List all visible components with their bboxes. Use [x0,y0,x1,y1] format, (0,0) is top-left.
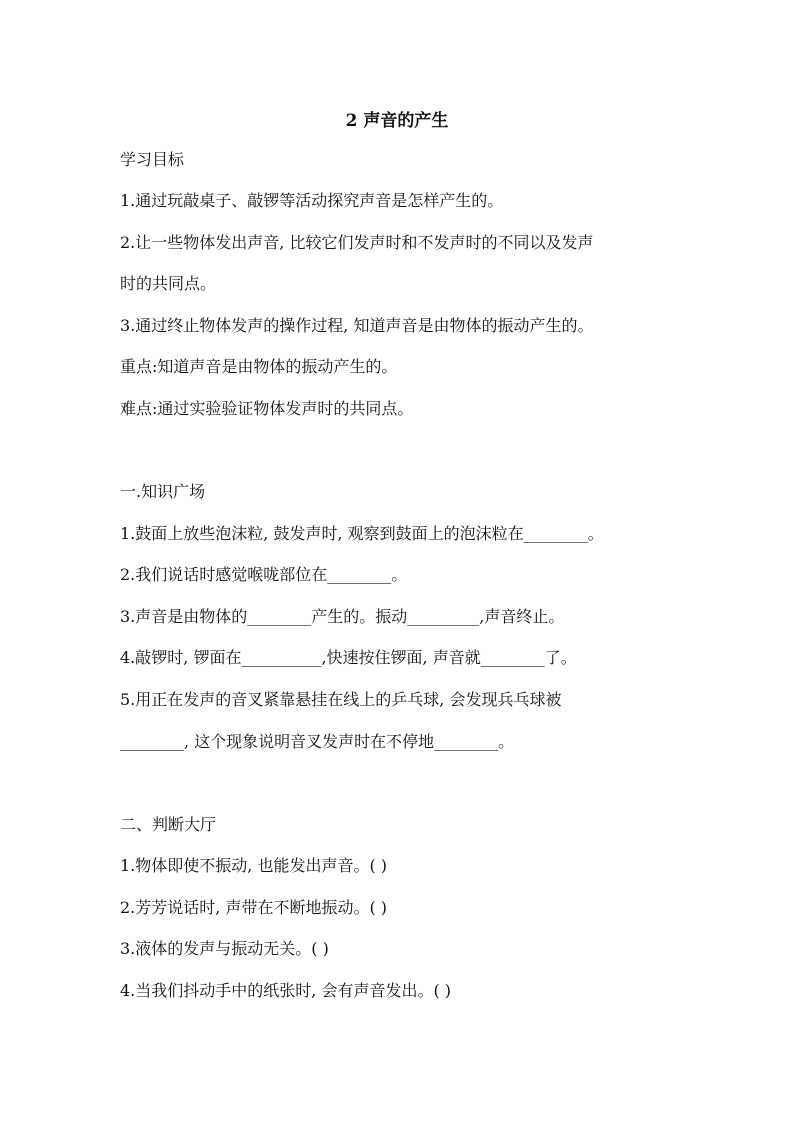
page-title: 2 声音的产生 [345,111,449,131]
fill-blank-item: 3.声音是由物体的________产生的。振动_________,声音终止。 [120,607,565,626]
fill-blank-item: 1.鼓面上放些泡沫粒, 鼓发声时, 观察到鼓面上的泡沫粒在________。 [120,524,604,543]
key-point: 重点:知道声音是由物体的振动产生的。 [120,357,398,376]
objective-item: 2.让一些物体发出声音, 比较它们发声时和不发声时的不同以及发声 [120,233,594,252]
judgement-item: 4.当我们抖动手中的纸张时, 会有声音发出。( ) [120,981,452,1000]
fill-blank-item: 4.敲锣时, 锣面在__________,快速按住锣面, 声音就________了。 [120,648,577,667]
judgement-item: 3.液体的发声与振动无关。( ) [120,939,329,958]
fill-blank-item: 5.用正在发声的音叉紧靠悬挂在线上的乒乓球, 会发现兵乓球被 [120,690,562,709]
objective-item: 3.通过终止物体发声的操作过程, 知道声音是由物体的振动产生的。 [120,316,594,335]
judgement-item: 2.芳芳说话时, 声带在不断地振动。( ) [120,898,388,917]
objectives-heading: 学习目标 [120,150,185,169]
objective-item: 1.通过玩敲桌子、敲锣等活动探究声音是怎样产生的。 [120,191,504,210]
fill-blank-item: ________, 这个现象说明音叉发声时在不停地________。 [120,732,515,751]
fill-blank-item: 2.我们说话时感觉喉咙部位在________。 [120,565,408,584]
objective-item: 时的共同点。 [120,274,217,293]
section2-heading: 二、判断大厅 [120,815,217,834]
judgement-item: 1.物体即使不振动, 也能发出声音。( ) [120,856,388,875]
section1-heading: 一.知识广场 [120,482,206,501]
difficulty: 难点:通过实验验证物体发声时的共同点。 [120,399,414,418]
